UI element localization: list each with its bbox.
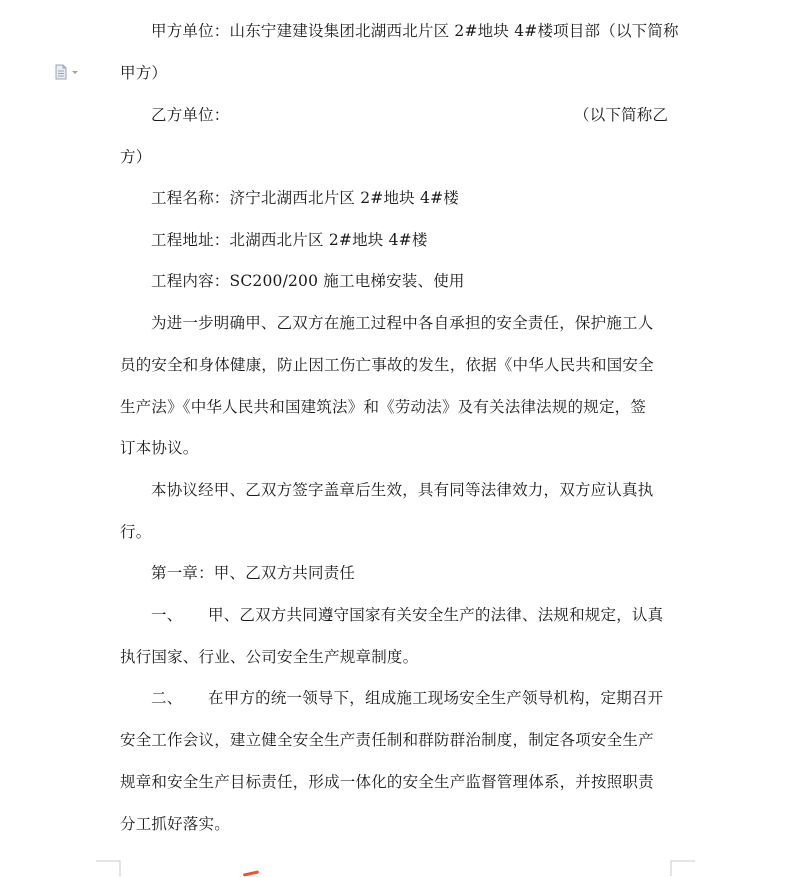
chapter-title: 第一章：甲、乙双方共同责任 — [151, 564, 356, 582]
party-b-continuation: 方） — [120, 148, 152, 166]
item-1-line-2: 执行国家、行业、公司安全生产规章制度。 — [120, 648, 419, 666]
item-2-number: 二、 — [151, 689, 183, 707]
project-name: 工程名称：济宁北湖西北片区 2#地块 4#楼 — [151, 189, 459, 207]
item-2-line-2: 安全工作会议，建立健全安全生产责任制和群防群治制度，制定各项安全生产 — [120, 731, 654, 749]
party-b-suffix: （以下简称乙 — [574, 106, 669, 124]
document-icon — [54, 64, 80, 80]
party-a-line: 甲方单位：山东宁建建设集团北湖西北片区 2#地块 4#楼项目部（以下简称 — [151, 22, 679, 40]
margin-corner-left — [96, 858, 122, 876]
purpose-line-1: 为进一步明确甲、乙双方在施工过程中各自承担的安全责任，保护施工人 — [151, 314, 654, 332]
project-content: 工程内容：SC200/200 施工电梯安装、使用 — [151, 272, 465, 290]
effect-line-1: 本协议经甲、乙双方签字盖章后生效，具有同等法律效力，双方应认真执 — [151, 481, 654, 499]
party-a-continuation: 甲方） — [120, 64, 168, 82]
purpose-line-4: 订本协议。 — [120, 439, 199, 457]
item-2-line-3: 规章和安全生产目标责任，形成一体化的安全生产监督管理体系，并按照职责 — [120, 773, 654, 791]
effect-line-2: 行。 — [120, 523, 152, 541]
purpose-line-3: 生产法》《中华人民共和国建筑法》和《劳动法》及有关法律法规的规定，签 — [120, 398, 647, 416]
party-b-label: 乙方单位： — [151, 106, 230, 124]
item-1-line-1: 甲、乙双方共同遵守国家有关安全生产的法律、法规和规定，认真 — [208, 606, 664, 624]
item-2-line-1: 在甲方的统一领导下，组成施工现场安全生产领导机构，定期召开 — [208, 689, 664, 707]
margin-corner-right — [669, 858, 695, 876]
document-menu-button[interactable] — [54, 64, 80, 80]
project-address: 工程地址：北湖西北片区 2#地块 4#楼 — [151, 231, 428, 249]
chevron-down-icon — [72, 71, 78, 74]
item-2-line-4: 分工抓好落实。 — [120, 815, 230, 833]
item-1-number: 一、 — [151, 606, 183, 624]
purpose-line-2: 员的安全和身体健康，防止因工伤亡事故的发生，依据《中华人民共和国安全 — [120, 356, 654, 374]
